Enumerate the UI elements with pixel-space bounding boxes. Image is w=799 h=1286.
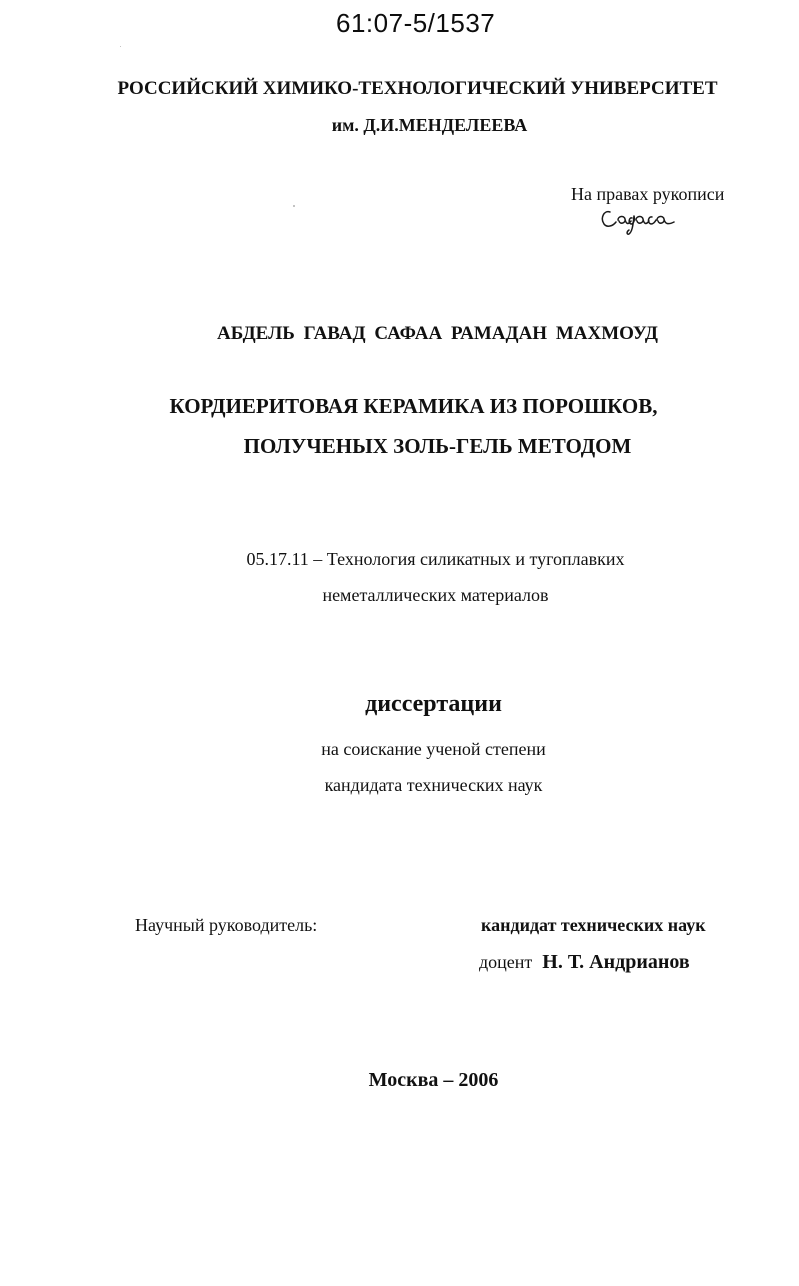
advisor-academic-title: доцент <box>479 952 533 972</box>
degree-line-1: на соискание ученой степени <box>321 739 546 759</box>
university-named-after: им. Д.И.МЕНДЕЛЕЕВА <box>331 115 528 135</box>
manuscript-note: На правах рукописи <box>571 184 725 204</box>
advisor-degree: кандидат технических наук <box>481 915 706 935</box>
dissertation-title-line-1: КОРДИЕРИТОВАЯ КЕРАМИКА ИЗ ПОРОШКОВ, <box>169 394 658 418</box>
dissertation-title-line-2: ПОЛУЧЕНЫХ ЗОЛЬ-ГЕЛЬ МЕТОДОМ <box>243 434 632 458</box>
university-name: РОССИЙСКИЙ ХИМИКО-ТЕХНОЛОГИЧЕСКИЙ УНИВЕРСИТЕТ <box>117 78 718 99</box>
city-year: Москва – 2006 <box>368 1069 499 1091</box>
advisor-title-name <box>479 951 690 974</box>
scan-speck <box>120 46 121 47</box>
advisor-label: Научный руководитель: <box>135 915 318 935</box>
author-name: АБДЕЛЬ ГАВАД САФАА РАМАДАН МАХМОУД <box>217 323 658 344</box>
degree-line-2: кандидата технических наук <box>324 775 543 795</box>
specialty-line-1: 05.17.11 – Технология силикатных и тугоплавких <box>246 549 625 569</box>
specialty-line-2: неметаллических материалов <box>322 585 549 605</box>
handwritten-signature <box>598 202 688 241</box>
dissertation-type: диссертации <box>365 691 502 717</box>
scan-speck <box>293 205 295 207</box>
advisor-name: Н. Т. Андрианов <box>542 951 690 973</box>
document-code: 61:07-5/1537 <box>336 8 496 38</box>
